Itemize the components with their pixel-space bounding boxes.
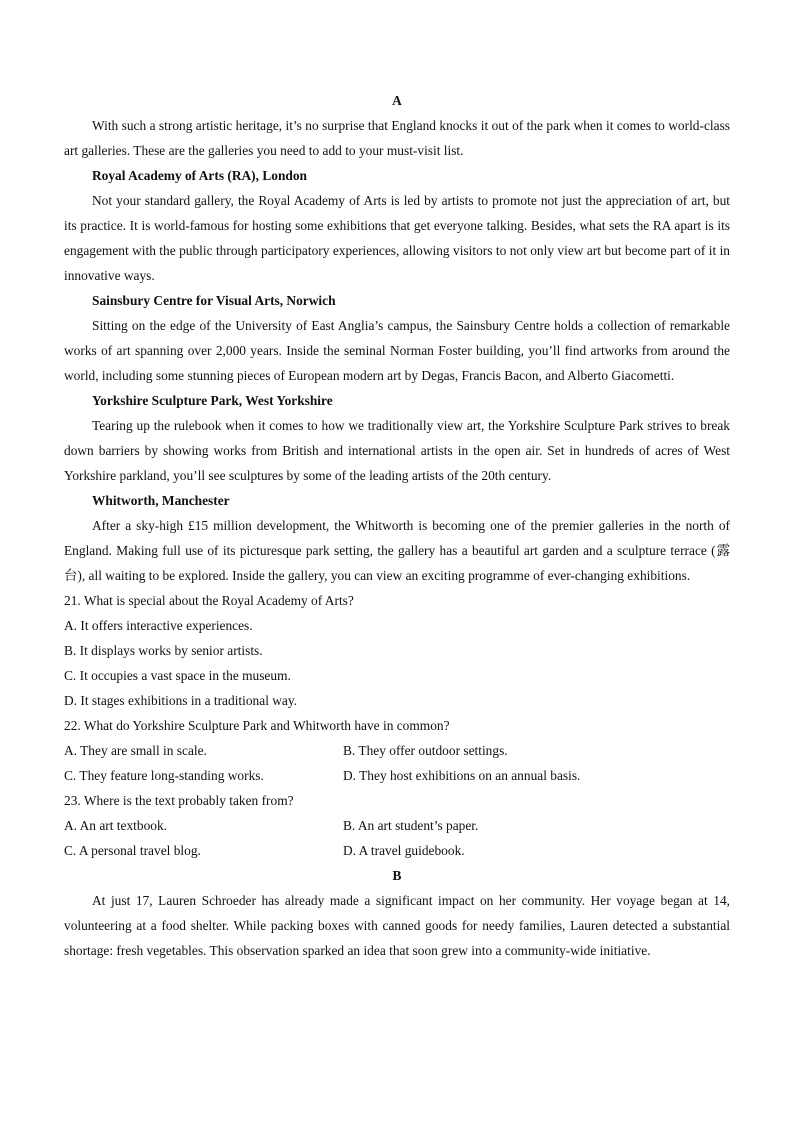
question-21-option-b[interactable]: B. It displays works by senior artists. <box>64 643 263 658</box>
question-22-options-row-2 <box>64 763 730 788</box>
gallery-heading-yorkshire: Yorkshire Sculpture Park, West Yorkshire <box>92 393 333 408</box>
question-23-option-a[interactable]: A. An art textbook. <box>64 818 168 833</box>
question-23-option-d[interactable]: D. A travel guidebook. <box>343 843 465 858</box>
question-21-option-c[interactable]: C. It occupies a vast space in the museum. <box>64 668 291 683</box>
question-23-option-c[interactable]: C. A personal travel blog. <box>64 843 201 858</box>
gallery-text-ra: Not your standard gallery, the Royal Academy of Arts is led by artists to promote not just the appreciation of art, but its practice. It is world-famous for hosting some exhibitions that get everyone talking. Besides, what sets the RA apart is its engagement with the public through participatory experiences, allowing visitors to not only view art but become part of it in innovative ways. <box>64 193 730 283</box>
question-23: 23. Where is the text probably taken from? <box>64 793 294 808</box>
section-a-intro: With such a strong artistic heritage, it’s no surprise that England knocks it out of the park when it comes to world-class art galleries. These are the galleries you need to add to your must-visit list. <box>64 118 730 158</box>
question-22-options-row-1 <box>64 738 730 763</box>
gallery-heading-whitworth: Whitworth, Manchester <box>92 493 230 508</box>
gallery-heading-ra: Royal Academy of Arts (RA), London <box>92 168 307 183</box>
question-22-option-c[interactable]: C. They feature long-standing works. <box>64 768 264 783</box>
question-21-option-a[interactable]: A. It offers interactive experiences. <box>64 618 253 633</box>
exam-page <box>64 88 730 963</box>
question-22-option-a[interactable]: A. They are small in scale. <box>64 743 207 758</box>
question-23-options-row-2 <box>64 838 730 863</box>
gallery-heading-sainsbury: Sainsbury Centre for Visual Arts, Norwich <box>92 293 336 308</box>
section-a-heading: A <box>392 93 402 108</box>
question-22: 22. What do Yorkshire Sculpture Park and Whitworth have in common? <box>64 718 450 733</box>
section-b-heading: B <box>392 868 402 883</box>
question-23-options-row-1 <box>64 813 730 838</box>
gallery-text-sainsbury: Sitting on the edge of the University of East Anglia’s campus, the Sainsbury Centre holds a collection of remarkable works of art spanning over 2,000 years. Inside the seminal Norman Foster building, you’ll find artworks from around the world, including some stunning pieces of European modern art by Degas, Francis Bacon, and Alberto Giacometti. <box>64 318 730 383</box>
question-22-option-d[interactable]: D. They host exhibitions on an annual basis. <box>343 768 581 783</box>
question-21-option-d[interactable]: D. It stages exhibitions in a traditional way. <box>64 693 298 708</box>
question-21: 21. What is special about the Royal Academy of Arts? <box>64 593 354 608</box>
gallery-text-whitworth: After a sky-high £15 million development, the Whitworth is becoming one of the premier galleries in the north of England. Making full use of its picturesque park setting, the gallery has a beautiful art garden and a sculpture terrace (露台), all waiting to be explored. Inside the gallery, you can view an exciting programme of ever-changing exhibitions. <box>64 518 730 583</box>
gallery-text-yorkshire: Tearing up the rulebook when it comes to how we traditionally view art, the Yorkshire Sculpture Park strives to break down barriers by showing works from British and international artists in the open air. Set in hundreds of acres of West Yorkshire parkland, you’ll see sculptures by some of the leading artists of the 20th century. <box>64 418 730 483</box>
question-22-option-b[interactable]: B. They offer outdoor settings. <box>343 743 508 758</box>
section-b-text: At just 17, Lauren Schroeder has already made a significant impact on her community. Her voyage began at 14, volunteering at a food shelter. While packing boxes with canned goods for needy families, Lauren detected a substantial shortage: fresh vegetables. This observation sparked an idea that soon grew into a community-wide initiative. <box>64 893 730 958</box>
question-23-option-b[interactable]: B. An art student’s paper. <box>343 818 479 833</box>
